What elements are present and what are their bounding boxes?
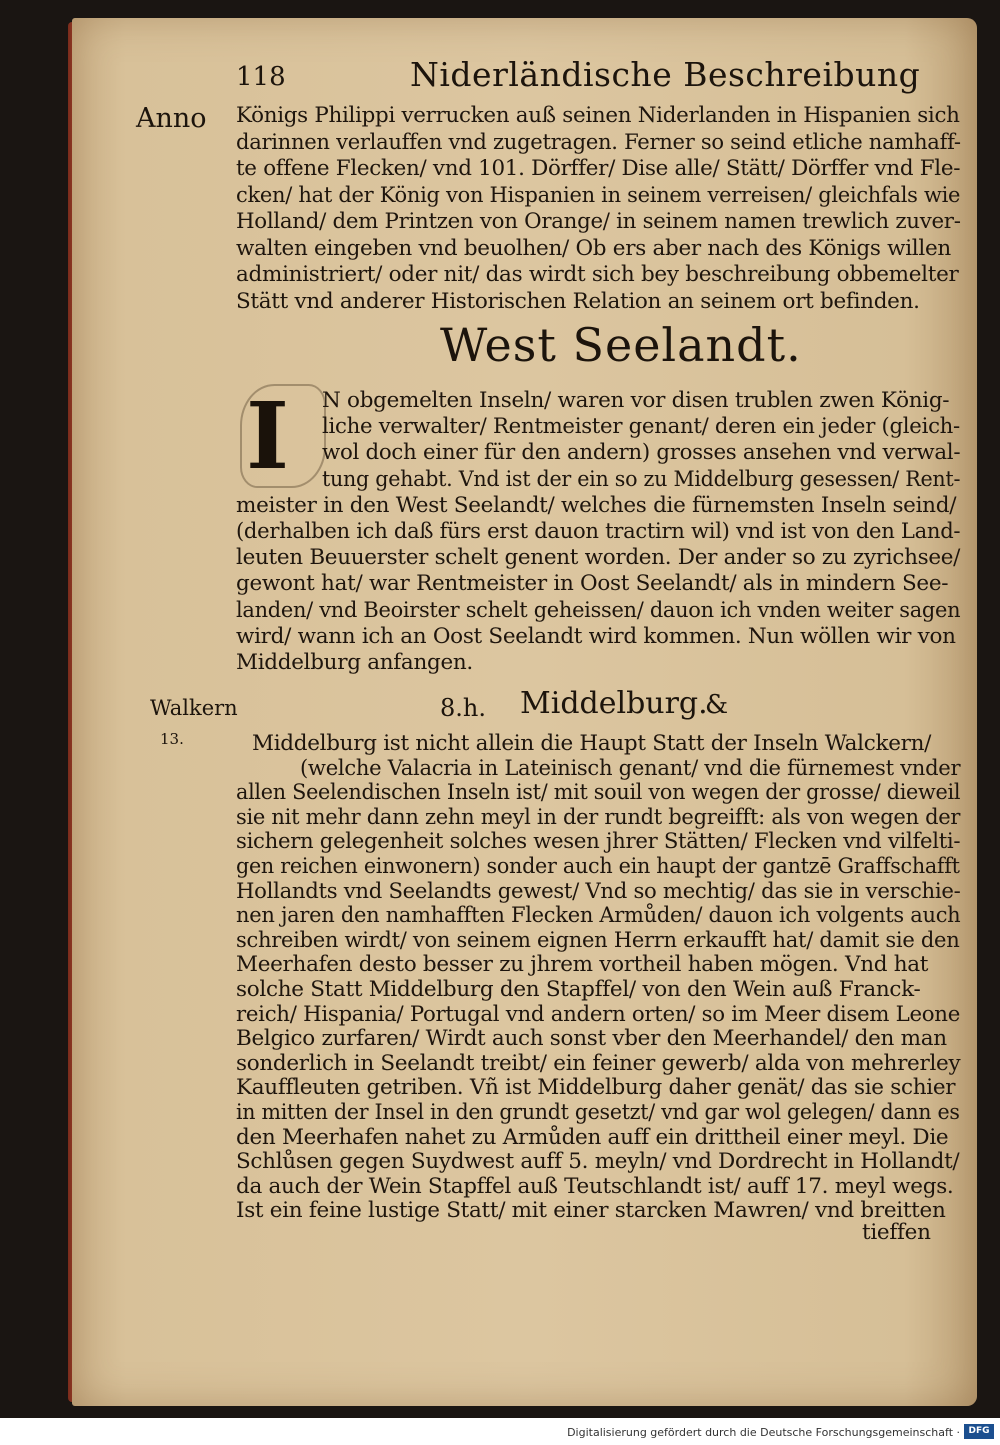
text-line: cken/ hat der König von Hispanien in seinem verreisen/ gleichfals wie <box>236 182 961 208</box>
text-line: in mitten der Insel in den grundt gesetzt/ vnd gar wol gelegen/ dann es <box>236 1100 960 1125</box>
text-line: darinnen verlauffen vnd zugetragen. Ferner so seind etliche namhaff- <box>236 129 961 155</box>
text-line: Kauffleuten getriben. Vñ ist Middelburg daher genät/ das sie schier <box>236 1075 956 1101</box>
text-line: administriert/ oder nit/ das wirdt sich bey beschreibung obbemelter <box>236 262 959 287</box>
text-line: Königs Philippi verrucken auß seinen Niderlanden in Hispanien sich <box>236 103 960 128</box>
margin-note-anno: Anno <box>136 103 207 134</box>
margin-note-number: 13. <box>160 730 184 748</box>
text-line: (welche Valacria in Lateinisch genant/ vnd die fürnemest vnder <box>300 755 961 781</box>
text-line: Holland/ dem Printzen von Orange/ in seinem namen trewlich zuver- <box>236 209 961 234</box>
text-line: landen/ vnd Beoirster schelt geheissen/ dauon ich vnden weiter sagen <box>236 597 961 623</box>
text-line: wird/ wann ich an Oost Seelandt wird kommen. Nun wöllen wir von <box>236 623 956 649</box>
text-line: Meerhafen desto besser zu jhrem vortheil haben mögen. Vnd hat <box>236 952 929 978</box>
text-line: schreiben wirdt/ von seinem eignen Herrn erkaufft hat/ damit sie den <box>236 927 960 953</box>
margin-note-walkern: Walkern <box>150 696 238 720</box>
text-line: den Meerhafen nahet zu Armůden auff ein drittheil einer meyl. Die <box>236 1124 949 1150</box>
text-line: sonderlich in Seelandt treibt/ ein feiner gewerb/ alda von mehrerley <box>236 1050 961 1076</box>
text-line: liche verwalter/ Rentmeister genant/ deren ein jeder (gleich- <box>322 414 960 440</box>
text-line: meister in den West Seelandt/ welches die fürnemsten Inseln seind/ <box>236 492 957 518</box>
subsection-mark: 8.h. <box>440 694 486 722</box>
subsection-title: Middelburg. <box>520 686 708 721</box>
text-line: tung gehabt. Vnd ist der ein so zu Middelburg gesessen/ Rent- <box>322 466 961 492</box>
dfg-logo: DFG <box>964 1424 994 1439</box>
text-line: (derhalben ich daß fürs erst dauon tractirn wil) vnd ist von den Land- <box>236 519 961 544</box>
drop-cap: I <box>246 382 290 490</box>
running-title: Niderländische Beschreibung <box>410 55 921 94</box>
text-line: Stätt vnd anderer Historischen Relation an seinem ort befinden. <box>236 288 920 314</box>
text-line: da auch der Wein Stapffel auß Teutschlandt ist/ auff 17. meyl wegs. <box>236 1173 954 1199</box>
text-line: wol doch einer für den andern) grosses ansehen vnd verwal- <box>322 440 961 466</box>
text-line: walten eingeben vnd beuolhen/ Ob ers aber nach des Königs willen <box>236 235 951 261</box>
text-line: allen Seelendischen Inseln ist/ mit souil von wegen der grosse/ dieweil <box>236 780 961 806</box>
section-title: West Seelandt. <box>440 318 802 372</box>
subsection-sign: & <box>705 690 729 720</box>
text-line: N obgemelten Inseln/ waren vor disen trublen zwen König- <box>322 388 950 413</box>
text-line: Middelburg ist nicht allein die Haupt Statt der Inseln Walckern/ <box>252 731 932 756</box>
footer-credit: Digitalisierung gefördert durch die Deutsche Forschungsgemeinschaft · <box>567 1426 960 1439</box>
text-line: Belgico zurfaren/ Wirdt auch sonst vber den Meerhandel/ den man <box>236 1026 947 1052</box>
text-line: solche Statt Middelburg den Stapffel/ von den Wein auß Franck- <box>236 977 921 1002</box>
text-line: Hollandts vnd Seelandts gewest/ Vnd so mechtig/ das sie in verschie- <box>236 878 961 904</box>
text-line: leuten Beuuerster schelt genent worden. Der ander so zu zyrichsee/ <box>236 545 961 571</box>
text-line: Middelburg anfangen. <box>236 650 473 675</box>
text-line: reich/ Hispania/ Portugal vnd andern orten/ so im Meer disem Leone <box>236 1001 961 1027</box>
text-line: gewont hat/ war Rentmeister in Oost Seelandt/ als in mindern See- <box>236 571 949 597</box>
text-line: nen jaren den namhafften Flecken Armůden/ dauon ich volgents auch <box>236 903 961 929</box>
page-number: 118 <box>236 62 286 92</box>
text-line: Ist ein feine lustige Statt/ mit einer starcken Mawren/ vnd breitten <box>236 1198 946 1224</box>
text-line: gen reichen einwonern) sonder auch ein haupt der gantzē Graffschafft <box>236 854 960 879</box>
text-line: Schlůsen gegen Suydwest auff 5. meyln/ vnd Dordrecht in Hollandt/ <box>236 1149 960 1175</box>
text-line: sichern gelegenheit solches wesen jhrer Stätten/ Flecken vnd vilfelti- <box>236 829 961 855</box>
text-line: sie nit mehr dann zehn meyl in der rundt begreifft: als von wegen der <box>236 804 961 830</box>
text-line: te offene Flecken/ vnd 101. Dörffer/ Dise alle/ Stätt/ Dörffer vnd Fle- <box>236 156 961 181</box>
catchword: tieffen <box>862 1220 931 1245</box>
